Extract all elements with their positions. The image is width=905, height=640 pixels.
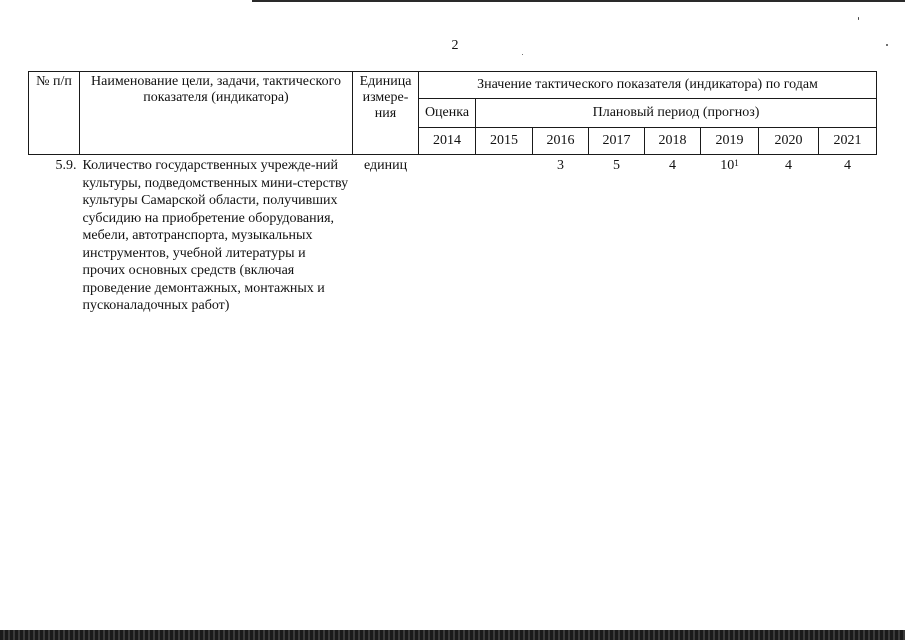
row-number: 5.9. xyxy=(55,158,77,173)
row-value-2021: 4 xyxy=(844,158,852,173)
row-unit: единиц xyxy=(363,158,408,173)
header-year-2020: 2020 xyxy=(759,128,819,155)
table-row xyxy=(29,155,877,317)
header-plan-period xyxy=(476,99,877,128)
header-year-2017: 2017 xyxy=(589,128,645,155)
header-values-group-label: Значение тактического показателя (индикатора) по годам xyxy=(477,77,818,92)
header-unit xyxy=(353,72,419,155)
header-year-2019: 2019 xyxy=(701,128,759,155)
header-year-2014: 2014 xyxy=(419,128,476,155)
row-value-2019-cell xyxy=(701,155,759,317)
header-estimate-label: Оценка xyxy=(424,105,470,120)
row-value-2020: 4 xyxy=(785,158,792,173)
header-num xyxy=(29,72,80,155)
scan-speck xyxy=(522,54,523,55)
header-year-2018: 2018 xyxy=(645,128,701,155)
header-estimate xyxy=(419,99,476,128)
row-value-2019: 10 xyxy=(720,158,735,173)
page-number: 2 xyxy=(451,38,459,53)
header-num-label: № п/п xyxy=(36,74,72,89)
footnote-marker: 1 xyxy=(734,158,739,168)
header-year-2015: 2015 xyxy=(476,128,533,155)
row-value-2015 xyxy=(476,155,533,317)
header-year-2016: 2016 xyxy=(533,128,589,155)
row-value-2014 xyxy=(419,155,476,317)
header-year-2021: 2021 xyxy=(819,128,877,155)
indicator-table xyxy=(28,71,877,317)
header-unit-label: Единица измере-ния xyxy=(359,74,412,121)
header-values-group xyxy=(419,72,877,99)
row-value-2018: 4 xyxy=(669,158,676,173)
scan-bottom-border xyxy=(0,630,905,640)
row-indicator-name: Количество государственных учрежде-ний культуры, подведомственных мини-стерству культуры Самарской области, получивших субсидию на приобретение оборудования, мебели, автотранспорта, музыкальных инструментов, учебной литературы и прочих основных средств (включая проведение демонтажных, монтажных и пусконаладочных работ) xyxy=(82,158,349,313)
row-value-2016: 3 xyxy=(557,158,564,173)
header-name-label: Наименование цели, задачи, тактического показателя (индикатора) xyxy=(91,74,341,105)
scan-top-border xyxy=(252,0,905,2)
header-plan-period-label: Плановый период (прогноз) xyxy=(592,105,760,120)
row-value-2017: 5 xyxy=(613,158,620,173)
scan-speck xyxy=(858,17,859,20)
header-name xyxy=(80,72,353,155)
scan-speck xyxy=(886,44,888,46)
